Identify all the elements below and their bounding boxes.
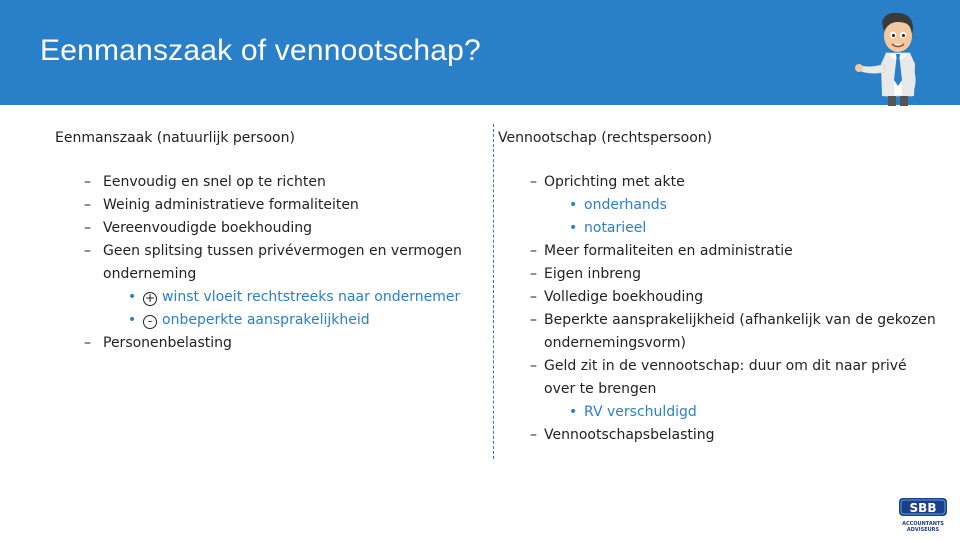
list-item: – Eigen inbreng bbox=[498, 263, 938, 286]
list-item: – Vereenvoudigde boekhouding bbox=[55, 217, 485, 240]
list-item: – Weinig administratieve formaliteiten bbox=[55, 194, 485, 217]
minus-sign-icon: - bbox=[143, 315, 157, 329]
sub-list bbox=[544, 401, 938, 424]
left-list bbox=[55, 171, 485, 355]
sub-item: • notarieel bbox=[544, 217, 938, 240]
company-logo bbox=[898, 497, 948, 533]
right-column bbox=[498, 127, 938, 447]
list-item: – Eenvoudig en snel op te richten bbox=[55, 171, 485, 194]
list-item: – Volledige boekhouding bbox=[498, 286, 938, 309]
column-divider bbox=[493, 124, 494, 459]
list-item: – Meer formaliteiten en administratie bbox=[498, 240, 938, 263]
header-bar bbox=[0, 0, 960, 105]
plus-sign-icon: + bbox=[144, 291, 156, 305]
list-item: – Oprichting met akte • onderhands • notarieel bbox=[498, 171, 938, 240]
right-heading: Vennootschap (rechtspersoon) bbox=[498, 130, 713, 146]
page-title: Eenmanszaak of vennootschap? bbox=[40, 34, 481, 67]
logo-line-1: ACCOUNTANTS bbox=[902, 521, 944, 527]
sub-list bbox=[103, 286, 485, 332]
logo-line-2: ADVISEURS bbox=[906, 527, 940, 533]
list-item: – Geld zit in de vennootschap: duur om dit naar privé over te brengen • RV verschuldigd bbox=[498, 355, 938, 424]
left-column bbox=[55, 127, 485, 355]
right-list bbox=[498, 171, 938, 447]
logo-mark-text: SBB bbox=[909, 501, 937, 515]
sub-item: • - onbeperkte aansprakelijkheid bbox=[103, 309, 485, 332]
list-item: – Personenbelasting bbox=[55, 332, 485, 355]
list-item: – Geen splitsing tussen privévermogen en vermogen onderneming • + winst vloeit rechtstreeks naar ondernemer • - onbeperkte aansprakelijkheid bbox=[55, 240, 485, 332]
businessman-mascot-icon bbox=[852, 8, 932, 108]
sub-item: • onderhands bbox=[544, 194, 938, 217]
list-item: – Vennootschapsbelasting bbox=[498, 424, 938, 447]
sub-list bbox=[544, 194, 938, 240]
sub-item: • RV verschuldigd bbox=[544, 401, 938, 424]
list-item: – Beperkte aansprakelijkheid (afhankelijk van de gekozen ondernemingsvorm) bbox=[498, 309, 938, 355]
sub-item: • + winst vloeit rechtstreeks naar ondernemer bbox=[103, 286, 485, 309]
sbb-logo-icon bbox=[898, 497, 948, 517]
left-heading: Eenmanszaak (natuurlijk persoon) bbox=[55, 130, 295, 146]
